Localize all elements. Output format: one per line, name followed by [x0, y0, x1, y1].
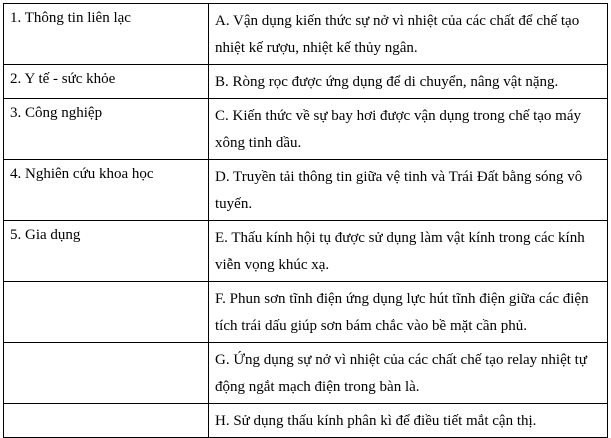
field-cell: 1. Thông tin liên lạc — [4, 4, 209, 65]
table-row — [4, 99, 608, 160]
table-row — [4, 65, 608, 99]
application-cell: A. Vận dụng kiến thức sự nở vì nhiệt của các chất để chế tạo nhiệt kế rượu, nhiệt kế thủy ngân. — [209, 4, 608, 65]
application-cell: D. Truyền tải thông tin giữa vệ tinh và Trái Đất bằng sóng vô tuyến. — [209, 160, 608, 221]
table-row — [4, 221, 608, 282]
application-cell: F. Phun sơn tĩnh điện ứng dụng lực hút tĩnh điện giữa các điện tích trái dấu giúp sơn bám chắc vào bề mặt cần phủ. — [209, 282, 608, 343]
application-cell: C. Kiến thức về sự bay hơi được vận dụng trong chế tạo máy xông tinh dầu. — [209, 99, 608, 160]
table-row — [4, 404, 608, 438]
field-cell: 5. Gia dụng — [4, 221, 209, 282]
application-cell: E. Thấu kính hội tụ được sử dụng làm vật kính trong các kính viễn vọng khúc xạ. — [209, 221, 608, 282]
application-cell: G. Ứng dụng sự nở vì nhiệt của các chất chế tạo relay nhiệt tự động ngắt mạch điện trong bàn là. — [209, 343, 608, 404]
application-cell: H. Sử dụng thấu kính phân kì để điều tiết mắt cận thị. — [209, 404, 608, 438]
field-cell: 2. Y tế - sức khỏe — [4, 65, 209, 99]
table-row — [4, 160, 608, 221]
matching-table — [3, 3, 608, 438]
table-row — [4, 343, 608, 404]
field-cell: 3. Công nghiệp — [4, 99, 209, 160]
application-cell: B. Ròng rọc được ứng dụng để di chuyển, nâng vật nặng. — [209, 65, 608, 99]
table-row — [4, 282, 608, 343]
field-cell: 4. Nghiên cứu khoa học — [4, 160, 209, 221]
field-cell — [4, 282, 209, 343]
table-row — [4, 4, 608, 65]
field-cell — [4, 343, 209, 404]
field-cell — [4, 404, 209, 438]
